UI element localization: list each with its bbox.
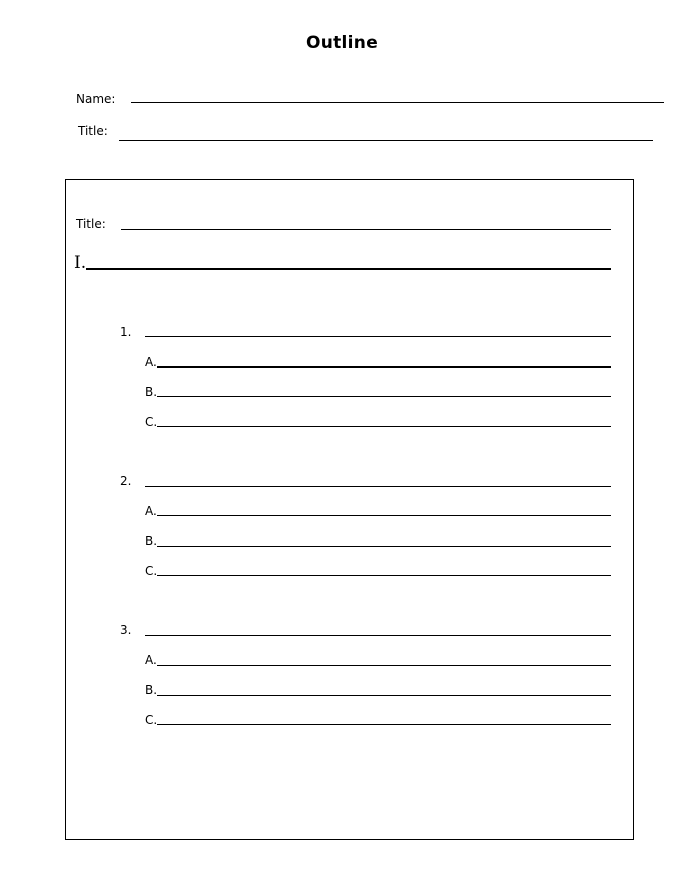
item-line[interactable]	[157, 724, 611, 725]
item-line[interactable]	[157, 426, 611, 427]
item-label: A.	[145, 653, 157, 667]
group-number: 1.	[120, 325, 132, 339]
item-label: B.	[145, 385, 158, 399]
item-line[interactable]	[157, 366, 611, 368]
item-label: C.	[145, 713, 158, 727]
title-label: Title:	[78, 124, 108, 138]
item-label: B.	[145, 683, 158, 697]
group-line[interactable]	[145, 486, 611, 487]
item-line[interactable]	[157, 396, 611, 397]
item-label: C.	[145, 415, 158, 429]
item-line[interactable]	[157, 575, 611, 576]
section-line[interactable]	[86, 268, 611, 270]
name-field-line[interactable]	[131, 102, 664, 103]
item-line[interactable]	[157, 515, 611, 516]
item-line[interactable]	[157, 695, 611, 696]
item-label: B.	[145, 534, 158, 548]
item-label: A.	[145, 355, 157, 369]
item-line[interactable]	[157, 546, 611, 547]
item-label: C.	[145, 564, 158, 578]
group-line[interactable]	[145, 336, 611, 337]
section-numeral: I.	[74, 253, 87, 273]
page-title: Outline	[305, 33, 379, 53]
item-label: A.	[145, 504, 157, 518]
outline-title-field-line[interactable]	[121, 229, 611, 230]
name-label: Name:	[76, 92, 116, 106]
group-number: 2.	[120, 474, 132, 488]
group-line[interactable]	[145, 635, 611, 636]
outline-title-label: Title:	[76, 217, 106, 231]
group-number: 3.	[120, 623, 132, 637]
title-field-line[interactable]	[119, 140, 653, 141]
item-line[interactable]	[157, 665, 611, 666]
